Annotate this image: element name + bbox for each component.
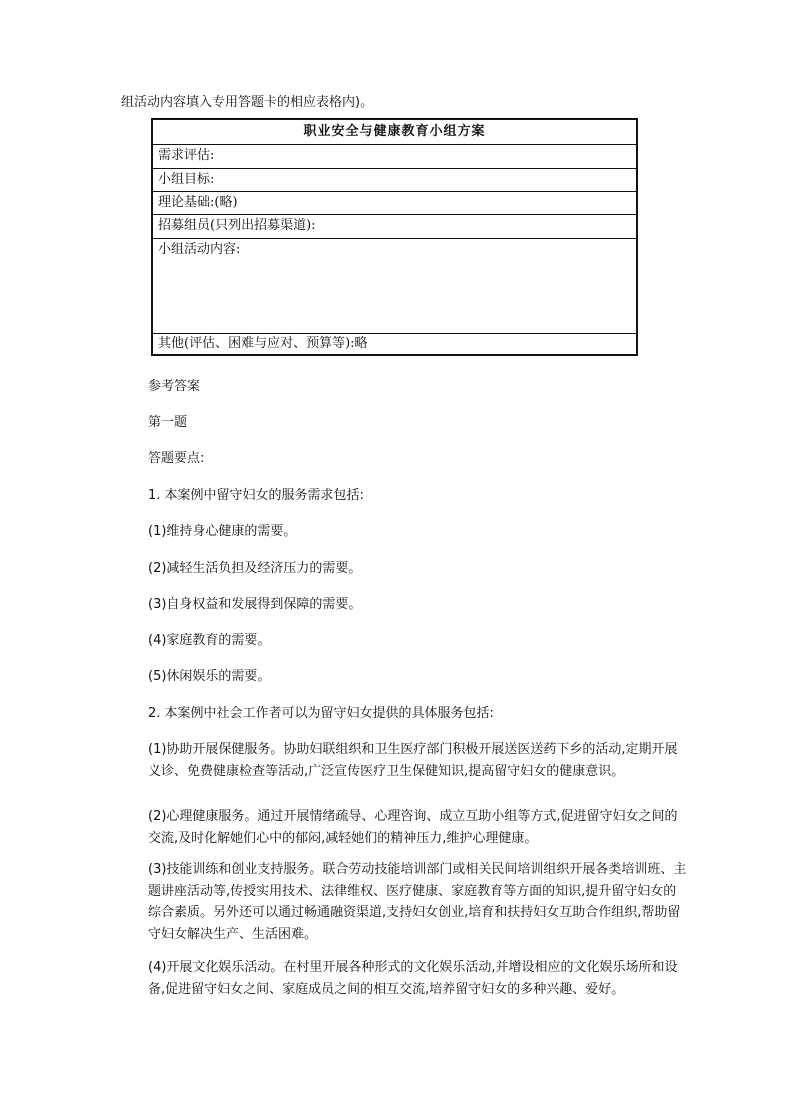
key-points-label: 答题要点:	[148, 451, 205, 466]
section2-paragraph: (3)技能训练和创业支持服务。联合劳动技能培训部门或相关民间培训组织开展各类培训班、主题讲座活动等,传授实用技术、法律维权、医疗健康、家庭教育等方面的知识,提升留守妇女的综合素质。另外还可以通过畅通融资渠道,支持妇女创业,培育和扶持妇女互助合作组织,帮助留守妇女解决生产、生活困难。	[148, 862, 687, 942]
section1-item: (5)休闲娱乐的需要。	[148, 669, 271, 684]
table-title: 职业安全与健康教育小组方案	[153, 120, 636, 145]
table-row-recruit-members: 招募组员(只列出招募渠道):	[153, 215, 636, 239]
section1-item: (1)维持身心健康的需要。	[148, 524, 297, 539]
answer-heading: 参考答案	[148, 379, 201, 394]
section2-paragraph: (2)心理健康服务。通过开展情绪疏导、心理咨询、成立互助小组等方式,促进留守妇女之间的交流,及时化解她们心中的郁闷,减轻她们的精神压力,维护心理健康。	[148, 809, 678, 846]
intro-text: 组活动内容填入专用答题卡的相应表格内)。	[121, 95, 374, 110]
section2-heading: 2. 本案例中社会工作者可以为留守妇女提供的具体服务包括:	[148, 706, 494, 721]
plan-table	[151, 118, 638, 356]
table-row-group-goals: 小组目标:	[153, 169, 636, 192]
section1-item: (2)减轻生活负担及经济压力的需要。	[148, 561, 362, 576]
table-row-others: 其他(评估、困难与应对、预算等):略	[158, 336, 368, 351]
section1-heading: 1. 本案例中留守妇女的服务需求包括:	[148, 488, 364, 503]
section2-paragraph: (1)协助开展保健服务。协助妇联组织和卫生医疗部门积极开展送医送药下乡的活动,定期开展义诊、免费健康检查等活动,广泛宣传医疗卫生保健知识,提高留守妇女的健康意识。	[148, 742, 678, 779]
table-row-activity-content: 小组活动内容:	[153, 239, 636, 334]
question-label: 第一题	[148, 415, 188, 430]
section2-paragraph: (4)开展文化娱乐活动。在村里开展各种形式的文化娱乐活动,并增设相应的文化娱乐场所和设备,促进留守妇女之间、家庭成员之间的相互交流,培养留守妇女的多种兴趣、爱好。	[148, 960, 678, 997]
table-row-needs-assessment: 需求评估:	[153, 145, 636, 169]
section1-item: (4)家庭教育的需要。	[148, 633, 271, 648]
table-row-theory-basis: 理论基础:(略)	[153, 192, 636, 215]
section1-item: (3)自身权益和发展得到保障的需要。	[148, 597, 362, 612]
